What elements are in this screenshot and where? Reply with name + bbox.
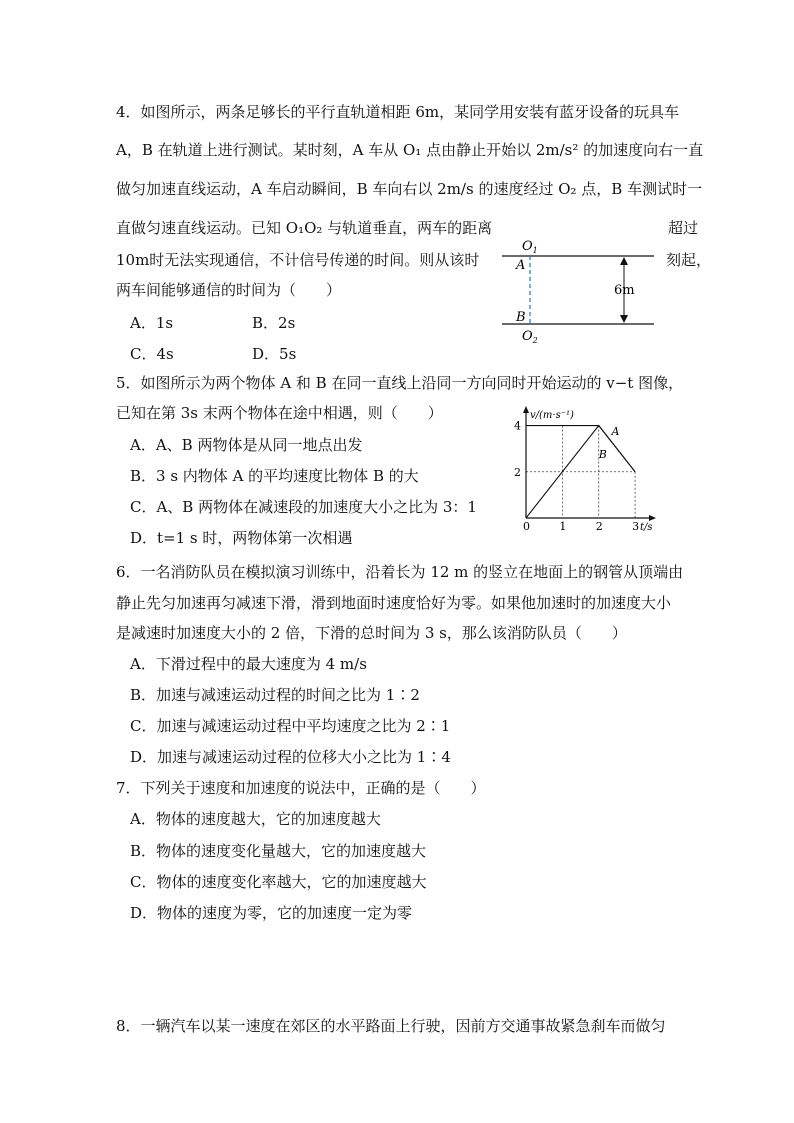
q7-option-c: C．物体的速度变化率越大，它的加速度越大: [130, 873, 427, 891]
q4-text-line-5: 10m时无法实现通信，不计信号传递的时间。则从该时: [116, 251, 480, 269]
q6-text-line-3: 是减速时加速度大小的 2 倍，下滑的总时间为 3 s，那么该消防队员（ ）: [116, 624, 627, 642]
q7-option-d: D．物体的速度为零，它的加速度一定为零: [130, 904, 413, 922]
q5-option-d: D．t=1 s 时，两物体第一次相遇: [130, 529, 353, 547]
car-b-label: B: [516, 310, 526, 325]
q4-text-line-1: 4．如图所示，两条足够长的平行直轨道相距 6m，某同学用安装有蓝牙设备的玩具车: [116, 103, 680, 121]
y-tick-4: 4: [514, 419, 521, 433]
q4-text-line-5-tail: 刻起，: [666, 251, 712, 269]
o2-label: $O_2$: [522, 329, 538, 345]
x-tick-2: 2: [595, 520, 603, 532]
series-a-label: A: [611, 424, 620, 438]
q6-option-a: A．下滑过程中的最大速度为 4 m/s: [130, 655, 367, 673]
x-axis-arrow: [649, 515, 656, 521]
q4-text-line-3: 做匀加速直线运动，A 车启动瞬间，B 车向右以 2m/s 的速度经过 O₂ 点，B 车测试时一: [116, 180, 703, 198]
q7-option-b: B．物体的速度变化量越大，它的加速度越大: [130, 842, 427, 860]
y-axis-arrow: [523, 406, 529, 413]
y-axis-label: v/(m·s⁻¹): [530, 410, 574, 421]
q4-option-d: D．5s: [252, 345, 297, 363]
q6-text-line-2: 静止先匀加速再匀减速下滑，滑到地面时速度恰好为零。如果他加速时的加速度大小: [116, 594, 672, 612]
q6-option-d: D．加速与减速运动过程的位移大小之比为 1∶4: [130, 748, 451, 766]
series-b-label: B: [598, 447, 607, 461]
q6-option-b: B．加速与减速运动过程的时间之比为 1∶2: [130, 686, 420, 704]
o1-label: $O_1$: [522, 239, 538, 255]
q4-option-b: B．2s: [252, 314, 296, 332]
q7-option-a: A．物体的速度越大，它的加速度越大: [130, 810, 381, 828]
q5-option-b: B．3 s 内物体 A 的平均速度比物体 B 的大: [130, 467, 419, 485]
q4-text-line-6: 两车间能够通信的时间为（ ）: [116, 281, 342, 299]
x-tick-1: 1: [559, 520, 567, 532]
q5-text-line-1: 5．如图所示为两个物体 A 和 B 在同一直线上沿同一方向同时开始运动的 v−t 图像，: [116, 374, 684, 392]
q6-text-line-1: 6．一名消防队员在模拟演习训练中，沿着长为 12 m 的竖立在地面上的钢管从顶端由: [116, 563, 684, 581]
q5-text-line-2: 已知在第 3s 末两个物体在途中相遇，则（ ）: [116, 404, 443, 422]
q4-text-line-4: 直做匀速直线运动。已知 O₁O₂ 与轨道垂直，两车的距离: [116, 219, 493, 237]
q5-option-a: A．A、B 两物体是从同一地点出发: [130, 436, 363, 454]
chart-guides: [526, 426, 635, 518]
q7-text-line-1: 7．下列关于速度和加速度的说法中，正确的是（ ）: [116, 779, 486, 797]
q4-text-line-2: A，B 在轨道上进行测试。某时刻，A 车从 O₁ 点由静止开始以 2m/s² 的加速度向右一直: [116, 141, 704, 159]
q6-option-c: C．加速与减速运动过程中平均速度之比为 2∶1: [130, 717, 451, 735]
arrow-head-down: [620, 315, 628, 323]
y-tick-2: 2: [514, 465, 521, 479]
q8-text-line-1: 8．一辆汽车以某一速度在郊区的水平路面上行驶，因前方交通事故紧急刹车而做匀: [116, 1017, 666, 1035]
q5-option-c: C．A、B 两物体在减速段的加速度大小之比为 3：1: [130, 498, 477, 516]
origin-label: 0: [523, 520, 530, 532]
arrow-head-up: [620, 257, 628, 265]
q4-rail-figure: [496, 236, 660, 348]
x-tick-3: 3: [632, 520, 640, 532]
x-axis-label: t/s: [640, 522, 653, 532]
distance-label: 6m: [614, 283, 635, 298]
q4-text-line-4-tail: 超过: [668, 219, 699, 237]
q4-option-c: C．4s: [130, 345, 174, 363]
q4-option-a: A．1s: [130, 314, 174, 332]
car-a-label: A: [516, 258, 526, 273]
q5-vt-chart: [508, 404, 658, 532]
